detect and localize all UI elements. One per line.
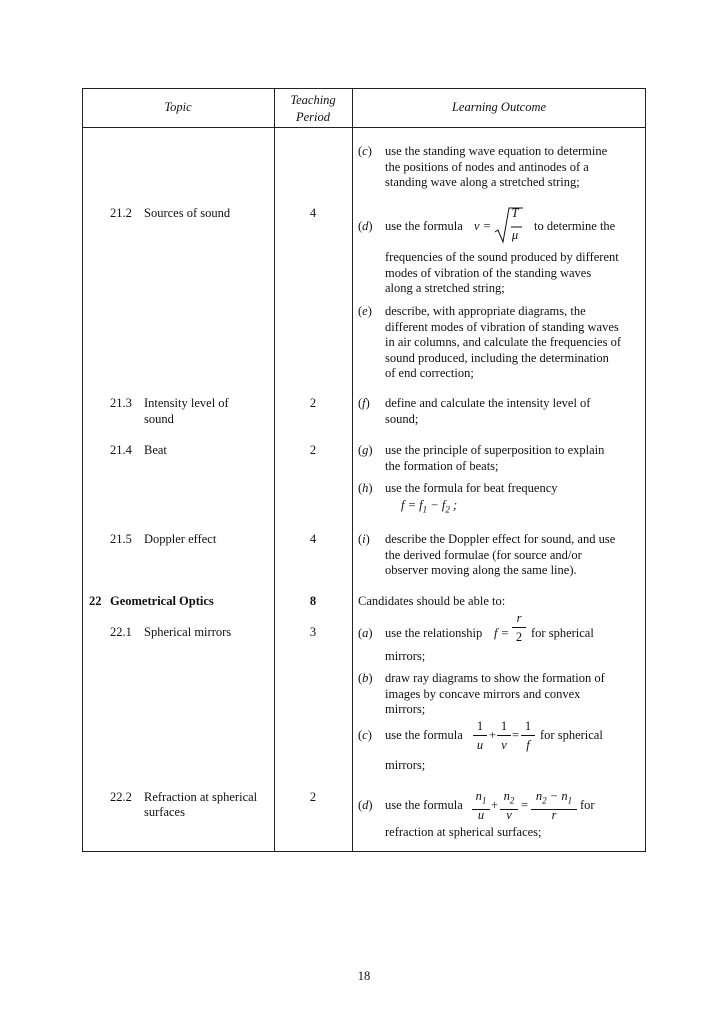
teaching-period: 4 <box>309 206 317 220</box>
outcome-line: describe, with appropriate diagrams, the <box>385 304 586 318</box>
outcome-text: use the formula <box>385 219 463 233</box>
teaching-period: 2 <box>309 790 317 804</box>
topic-number: 21.4 <box>110 443 132 457</box>
formula-denominator: f <box>526 738 530 752</box>
teaching-period: 8 <box>309 594 317 608</box>
outcome-text: use the relationship <box>385 626 483 640</box>
formula-denominator: μ <box>511 228 519 242</box>
formula-operator: = <box>521 798 529 812</box>
outcome-text: use the formula <box>385 798 463 812</box>
outcome-letter: (i) <box>358 532 370 546</box>
outcome-line: along a stretched string; <box>385 281 505 295</box>
topic-label: Spherical mirrors <box>144 625 232 639</box>
outcome-line: modes of vibration of the standing waves <box>385 265 592 280</box>
outcome-line: refraction at spherical surfaces; <box>385 825 542 839</box>
header-period: Period <box>295 110 331 124</box>
topic-label: Sources of sound <box>144 206 231 220</box>
outcome-intro: Candidates should be able to: <box>358 594 506 608</box>
formula-numerator: $n_2$ <box>500 789 518 810</box>
header-teaching: Teaching <box>290 93 336 107</box>
outcome-letter: (g) <box>358 443 373 457</box>
column-divider-2 <box>352 88 353 852</box>
outcome-line: use the formula for beat frequency <box>385 481 558 495</box>
outcome-letter: (d) <box>358 219 373 233</box>
topic-number: 22.1 <box>110 625 132 639</box>
teaching-period: 3 <box>309 625 317 639</box>
teaching-period: 2 <box>309 396 317 410</box>
outcome-text: to determine the <box>534 219 616 233</box>
topic-label: Refraction at spherical <box>144 790 258 804</box>
formula-numerator: 1 <box>521 719 535 736</box>
formula-operator: + <box>491 798 499 812</box>
page-number: 18 <box>357 969 371 983</box>
outcome-text: for <box>580 798 595 812</box>
header-learning-outcome: Learning Outcome <box>451 100 547 114</box>
outcome-line: of end correction; <box>385 366 474 380</box>
outcome-line: mirrors; <box>385 702 426 716</box>
outcome-line: describe the Doppler effect for sound, and use <box>385 532 616 546</box>
outcome-line: use the principle of superposition to explain <box>385 443 605 457</box>
formula-operator: + <box>489 728 497 742</box>
outcome-line: standing wave along a stretched string; <box>385 175 580 189</box>
outcome-line: sound produced, including the determination <box>385 350 609 365</box>
outcome-letter: (h) <box>358 481 373 495</box>
formula-numerator: T <box>511 206 519 220</box>
outcome-letter: (e) <box>358 304 372 318</box>
topic-number: 22.2 <box>110 790 132 804</box>
formula-lhs: v = <box>474 219 492 233</box>
formula-denominator: r <box>551 808 557 822</box>
topic-label: Intensity level of <box>144 396 229 410</box>
section-title: Geometrical Optics <box>110 594 214 608</box>
outcome-text: use the formula <box>385 728 463 742</box>
outcome-line: the derived formulae (for source and/or <box>385 547 582 562</box>
outcome-line: draw ray diagrams to show the formation of <box>385 671 605 685</box>
outcome-line: use the standing wave equation to determine <box>385 144 608 158</box>
outcome-letter: (f) <box>358 396 370 410</box>
outcome-line: define and calculate the intensity level of <box>385 396 591 410</box>
section-number: 22 <box>89 594 102 608</box>
formula-numerator: 1 <box>497 719 511 736</box>
header-divider <box>82 127 646 128</box>
teaching-period: 2 <box>309 443 317 457</box>
outcome-line: mirrors; <box>385 649 426 663</box>
outcome-letter: (b) <box>358 671 373 685</box>
outcome-line: different modes of vibration of standing waves <box>385 319 619 334</box>
header-topic: Topic <box>164 100 192 114</box>
outcome-letter: (d) <box>358 798 373 812</box>
teaching-period: 4 <box>309 532 317 546</box>
column-divider-1 <box>274 88 275 852</box>
formula-lhs: f = <box>494 626 510 640</box>
topic-number: 21.3 <box>110 396 132 410</box>
formula-operator: = <box>512 728 520 742</box>
formula-denominator: v <box>501 738 507 752</box>
outcome-letter: (a) <box>358 626 373 640</box>
outcome-line: sound; <box>385 412 419 426</box>
outcome-text: for spherical <box>540 728 603 742</box>
formula-denominator: u <box>476 738 484 752</box>
topic-label: surfaces <box>144 805 185 819</box>
formula-numerator: 1 <box>473 719 487 736</box>
topic-label: Doppler effect <box>144 532 217 546</box>
outcome-letter: (c) <box>358 144 372 158</box>
formula-denominator: 2 <box>515 630 523 644</box>
formula-numerator: $n_1$ <box>472 789 490 810</box>
formula-numerator: $n_2 - n_1$ <box>531 789 577 810</box>
outcome-line: in air columns, and calculate the frequencies of <box>385 335 622 349</box>
outcome-line: the positions of nodes and antinodes of a <box>385 159 589 174</box>
topic-label: sound <box>144 412 174 426</box>
outcome-line: observer moving along the same line). <box>385 563 577 577</box>
outcome-line: mirrors; <box>385 758 426 772</box>
topic-label: Beat <box>144 443 167 457</box>
formula-numerator: r <box>512 611 526 628</box>
outcome-letter: (c) <box>358 728 372 742</box>
topic-number: 21.5 <box>110 532 132 546</box>
outcome-text: for spherical <box>531 626 594 640</box>
beat-formula: $f = f_1 - f_2$ ; <box>401 498 458 515</box>
topic-number: 21.2 <box>110 206 132 220</box>
outcome-line: the formation of beats; <box>385 459 499 473</box>
formula-denominator: u <box>477 808 485 822</box>
outcome-line: images by concave mirrors and convex <box>385 686 581 701</box>
formula-denominator: v <box>506 808 512 822</box>
outcome-line: frequencies of the sound produced by different <box>385 250 619 264</box>
